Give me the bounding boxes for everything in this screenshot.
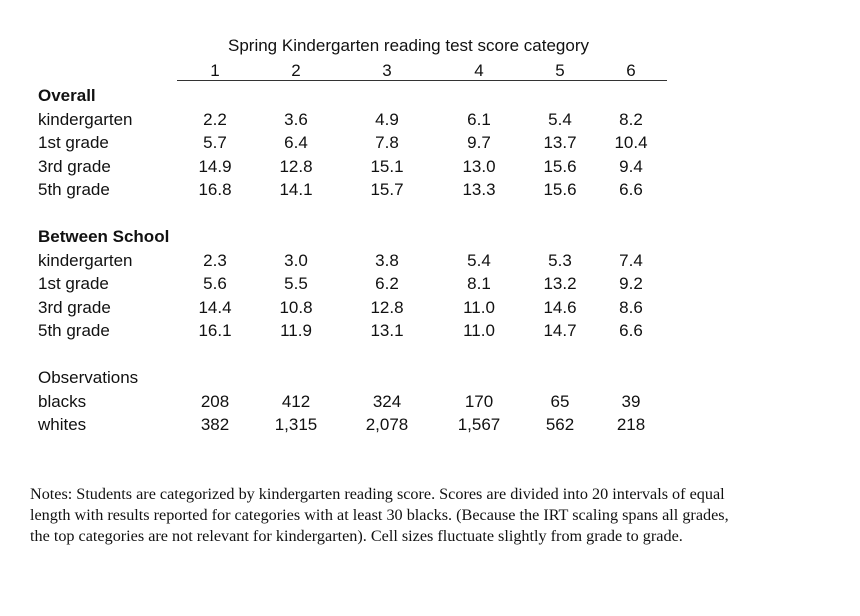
section-title: Between School <box>38 227 170 246</box>
section-title: Overall <box>38 86 96 105</box>
row-label: 5th grade <box>38 321 110 341</box>
table-cell: 3.0 <box>284 250 308 270</box>
row-label: 3rd grade <box>38 297 111 317</box>
table-cell: 9.4 <box>619 156 643 176</box>
table-cell: 15.7 <box>370 180 404 200</box>
table-cell: 5.6 <box>203 274 227 294</box>
column-header: 2 <box>291 61 301 80</box>
table-cell: 15.6 <box>543 156 577 176</box>
table-cell: 13.0 <box>462 156 496 176</box>
table-cell: 10.8 <box>279 297 313 317</box>
column-header: 3 <box>382 61 392 80</box>
table-cell: 2.2 <box>203 109 227 129</box>
table-cell: 14.7 <box>543 321 577 341</box>
table-cell: 5.3 <box>548 250 572 270</box>
table-notes <box>30 484 842 547</box>
table-cell: 2,078 <box>365 415 409 435</box>
table-cell: 170 <box>464 391 494 411</box>
column-header: 1 <box>210 61 220 80</box>
table-cell: 11.9 <box>280 321 312 341</box>
notes-line: the top categories are not relevant for kindergarten). Cell sizes fluctuate slightly from grade to grade. <box>30 527 683 545</box>
column-header: 5 <box>555 61 565 80</box>
table-cell: 10.4 <box>614 133 648 153</box>
notes-line: length with results reported for categories with at least 30 blacks. (Because the IRT scaling spans all grades, <box>30 506 729 524</box>
table-cell: 4.9 <box>375 109 399 129</box>
row-label: whites <box>38 415 87 435</box>
table-cell: 39 <box>621 391 641 411</box>
table-cell: 11.0 <box>463 297 495 317</box>
notes-line: Notes: Students are categorized by kindergarten reading score. Scores are divided into 20 intervals of equal <box>30 485 725 503</box>
table-cell: 8.1 <box>467 274 491 294</box>
table-cell: 14.6 <box>543 297 577 317</box>
table-cell: 1,567 <box>457 415 501 435</box>
table-cell: 8.2 <box>619 109 643 129</box>
table-cell: 14.4 <box>198 297 232 317</box>
row-label: kindergarten <box>38 109 133 129</box>
table-cell: 562 <box>545 415 575 435</box>
table-cell: 382 <box>200 415 230 435</box>
table-cell: 5.7 <box>203 133 227 153</box>
table-cell: 12.8 <box>279 156 313 176</box>
table-cell: 6.4 <box>284 133 308 153</box>
table-cell: 16.8 <box>198 180 232 200</box>
table-cell: 14.1 <box>279 180 313 200</box>
table-cell: 8.6 <box>619 297 643 317</box>
table-cell: 13.7 <box>543 133 577 153</box>
table-cell: 13.3 <box>462 180 496 200</box>
table-cell: 9.7 <box>467 133 491 153</box>
table-cell: 65 <box>550 391 570 411</box>
table-cell: 218 <box>616 415 646 435</box>
table-cell: 6.6 <box>619 180 643 200</box>
column-header: 6 <box>626 61 636 80</box>
row-label: blacks <box>38 391 87 411</box>
table-caption: Spring Kindergarten reading test score category <box>228 36 589 55</box>
table-cell: 5.4 <box>548 109 572 129</box>
table-cell: 13.1 <box>370 321 404 341</box>
table-cell: 9.2 <box>619 274 643 294</box>
table-cell: 16.1 <box>198 321 232 341</box>
table-cell: 5.4 <box>467 250 491 270</box>
section-title: Observations <box>38 368 139 387</box>
table-cell: 7.8 <box>375 133 399 153</box>
table-cell: 3.6 <box>284 109 308 129</box>
table-cell: 11.0 <box>463 321 495 341</box>
table-cell: 6.6 <box>619 321 643 341</box>
table-cell: 6.1 <box>467 109 491 129</box>
table-cell: 5.5 <box>284 274 308 294</box>
table-cell: 12.8 <box>370 297 404 317</box>
table-cell: 208 <box>200 391 230 411</box>
table-cell: 13.2 <box>543 274 577 294</box>
row-label: kindergarten <box>38 250 133 270</box>
row-label: 5th grade <box>38 180 110 200</box>
table-cell: 1,315 <box>274 415 318 435</box>
table-cell: 14.9 <box>198 156 232 176</box>
table-cell: 6.2 <box>375 274 399 294</box>
column-header: 4 <box>474 61 484 80</box>
table-cell: 2.3 <box>203 250 227 270</box>
table-cell: 15.1 <box>370 156 404 176</box>
table-cell: 7.4 <box>619 250 643 270</box>
row-label: 1st grade <box>38 274 109 294</box>
row-label: 1st grade <box>38 133 109 153</box>
table-cell: 412 <box>281 391 311 411</box>
table-cell: 3.8 <box>375 250 399 270</box>
table-cell: 15.6 <box>543 180 577 200</box>
row-label: 3rd grade <box>38 156 111 176</box>
table-cell: 324 <box>372 391 402 411</box>
